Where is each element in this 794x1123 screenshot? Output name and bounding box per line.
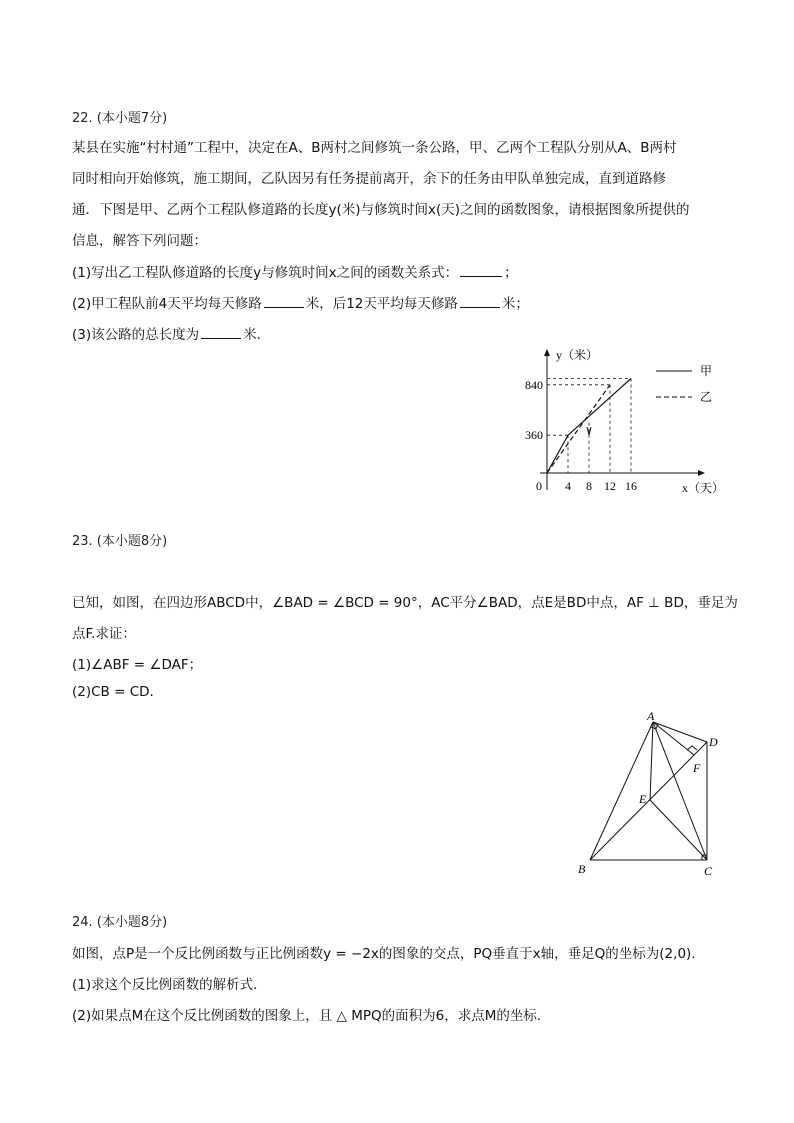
- legend-label: 乙: [700, 390, 713, 404]
- segment-AD: [653, 722, 707, 742]
- chart-legend: [656, 364, 712, 404]
- point-label-E: E: [639, 792, 647, 806]
- x-tick-label: 16: [625, 479, 637, 493]
- q24-paragraph-line-1: 如图，点P是一个反比例函数与正比例函数y = −2x的图象的交点，PQ垂直于x轴，垂足Q的坐标为(2,0).: [72, 946, 696, 962]
- q22-s1-text: (1)写出乙工程队修道路的长度y与修筑时间x之间的函数关系式：: [72, 265, 459, 281]
- q22-paragraph-line-1: 某县在实施“村村通”工程中，决定在A、B两村之间修筑一条公路，甲、乙两个工程队分别从A、B两村: [72, 140, 677, 156]
- point-label-D: D: [709, 735, 718, 749]
- q22-s3-text-a: (3)该公路的总长度为: [72, 327, 200, 343]
- answer-blank[interactable]: [460, 295, 500, 308]
- q22-heading: 22. (本小题7分): [72, 111, 168, 126]
- segment-AB: [590, 722, 653, 860]
- x-tick-label: 8: [586, 479, 592, 493]
- quadrilateral-figure: [570, 705, 740, 885]
- q22-paragraph-line-3: 通．下图是甲、乙两个工程队修道路的长度y(米)与修筑时间x(天)之间的函数图象，请根据图象所提供的: [72, 202, 690, 218]
- answer-blank[interactable]: [460, 264, 502, 277]
- q24-heading: 24. (本小题8分): [72, 915, 168, 930]
- q22-paragraph-line-2: 同时相向开始修筑，施工期间，乙队因另有任务提前离开，余下的任务由甲队单独完成，直到道路修: [72, 171, 666, 187]
- right-angle-mark-F: [687, 746, 697, 750]
- q22-sub-question-3: [72, 323, 270, 343]
- q24-sub-question-1: (1)求这个反比例函数的解析式．: [72, 977, 267, 993]
- segment-AE: [650, 722, 653, 800]
- q23-paragraph-line-2: 点F.求证：: [72, 626, 136, 642]
- point-label-F: F: [693, 761, 701, 775]
- x-tick-label: 4: [565, 479, 571, 493]
- point-label-B: B: [578, 862, 586, 876]
- legend-label: 甲: [700, 364, 713, 378]
- segment-AC: [653, 722, 707, 860]
- q22-s1-end: ；: [504, 265, 518, 281]
- q22-s3-text-b: 米．: [243, 327, 271, 343]
- q23-paragraph-line-1: 已知，如图，在四边形ABCD中，∠BAD = ∠BCD = 90°，AC平分∠BAD，点E是BD中点，AF ⊥ BD，垂足为: [72, 595, 738, 611]
- q23-sub-question-2: (2)CB = CD.: [72, 684, 154, 700]
- road-length-chart: [520, 340, 750, 500]
- q24-sub-question-2: (2)如果点M在这个反比例函数的图象上，且 △ MPQ的面积为6，求点M的坐标．: [72, 1008, 551, 1024]
- y-tick-label: 840: [525, 377, 543, 392]
- segment-EC: [650, 800, 707, 860]
- x-axis-label: x（天）: [682, 481, 725, 495]
- segment-BD: [590, 742, 707, 860]
- point-label-C: C: [704, 864, 713, 878]
- q22-sub-question-1: [72, 261, 518, 281]
- q22-s2-text-b: 米，后12天平均每天修路: [305, 296, 458, 312]
- x-tick-label: 12: [604, 479, 616, 493]
- answer-blank[interactable]: [264, 295, 304, 308]
- q22-s2-text-c: 米；: [501, 296, 529, 312]
- series-line-dashed: [547, 385, 610, 473]
- point-label-A: A: [647, 709, 655, 723]
- answer-blank[interactable]: [201, 326, 241, 339]
- origin-label: 0: [536, 479, 542, 493]
- q23-sub-question-1: (1)∠ABF = ∠DAF；: [72, 657, 203, 673]
- q22-sub-question-2: [72, 292, 529, 312]
- q22-s2-text-a: (2)甲工程队前4天平均每天修路: [72, 296, 262, 312]
- y-axis-label: y（米）: [556, 348, 599, 362]
- q23-heading: 23. (本小题8分): [72, 534, 168, 549]
- q22-paragraph-line-4: 信息，解答下列问题：: [72, 233, 207, 249]
- y-tick-label: 360: [525, 428, 543, 443]
